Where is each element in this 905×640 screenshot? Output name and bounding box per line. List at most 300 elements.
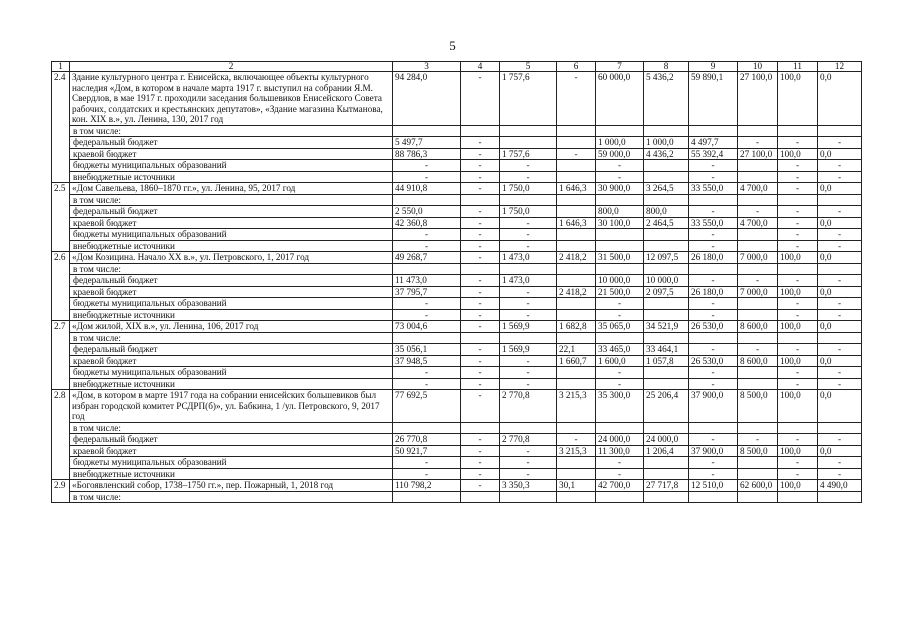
value-cell: -	[596, 468, 644, 480]
value-cell: 1 057,8	[644, 355, 689, 367]
header-cell: 4	[461, 62, 500, 72]
value-cell: -	[393, 468, 461, 480]
header-cell: 2	[70, 62, 393, 72]
value-cell: -	[461, 160, 500, 172]
value-cell	[596, 422, 644, 434]
value-cell: 0,0	[818, 72, 862, 126]
value-cell: -	[818, 457, 862, 469]
value-cell: -	[596, 309, 644, 321]
value-cell: -	[778, 434, 818, 446]
value-cell	[818, 263, 862, 275]
value-cell: -	[689, 434, 738, 446]
table-row	[52, 171, 862, 183]
value-cell: -	[393, 298, 461, 310]
value-cell	[689, 332, 738, 344]
value-cell: 26 770,8	[393, 434, 461, 446]
value-cell: 5 497,7	[393, 137, 461, 149]
value-cell	[557, 160, 596, 172]
value-cell: -	[689, 367, 738, 379]
value-cell: 2 464,5	[644, 217, 689, 229]
table-row	[52, 125, 862, 137]
funding-source-label: в том числе:	[70, 263, 393, 275]
value-cell	[818, 125, 862, 137]
value-cell	[557, 229, 596, 241]
object-name: «Дом, в котором в марте 1917 года на собрании енисейских большевиков был избран городской комитет РСДРП(б)», ул. Бабкина, 1 /ул. Петровского, 9, 2017 год	[70, 390, 393, 423]
value-cell: 110 798,2	[393, 480, 461, 492]
value-cell	[557, 263, 596, 275]
value-cell: -	[778, 309, 818, 321]
value-cell: 35 065,0	[596, 321, 644, 333]
value-cell: 33 550,0	[689, 217, 738, 229]
value-cell	[738, 332, 778, 344]
value-cell: 100,0	[778, 286, 818, 298]
value-cell: 4 700,0	[738, 217, 778, 229]
value-cell: 1 757,6	[500, 148, 557, 160]
value-cell: 100,0	[778, 148, 818, 160]
value-cell: -	[689, 229, 738, 241]
value-cell	[644, 468, 689, 480]
value-cell	[461, 491, 500, 503]
value-cell: -	[818, 434, 862, 446]
table-row	[52, 72, 862, 126]
value-cell	[738, 468, 778, 480]
value-cell: 2 418,2	[557, 286, 596, 298]
value-cell	[393, 194, 461, 206]
value-cell	[738, 263, 778, 275]
value-cell: 50 921,7	[393, 445, 461, 457]
value-cell	[738, 229, 778, 241]
value-cell	[644, 229, 689, 241]
value-cell: 1 646,3	[557, 217, 596, 229]
value-cell	[738, 367, 778, 379]
value-cell: 100,0	[778, 390, 818, 423]
header-cell: 9	[689, 62, 738, 72]
value-cell: -	[461, 148, 500, 160]
funding-source-label: внебюджетные источники	[70, 171, 393, 183]
value-cell: 33 465,0	[596, 344, 644, 356]
item-number: 2.6	[52, 252, 70, 321]
value-cell: 2 770,8	[500, 434, 557, 446]
value-cell	[557, 457, 596, 469]
value-cell: 0,0	[818, 445, 862, 457]
value-cell: -	[461, 137, 500, 149]
value-cell: -	[818, 275, 862, 287]
value-cell: 0,0	[818, 217, 862, 229]
value-cell: 62 600,0	[738, 480, 778, 492]
value-cell	[596, 194, 644, 206]
value-cell: 7 000,0	[738, 286, 778, 298]
table-row	[52, 298, 862, 310]
value-cell: 1 569,9	[500, 321, 557, 333]
value-cell: -	[596, 378, 644, 390]
value-cell: 44 910,8	[393, 183, 461, 195]
value-cell: 26 530,0	[689, 355, 738, 367]
table-row	[52, 355, 862, 367]
value-cell: 0,0	[818, 183, 862, 195]
value-cell	[596, 263, 644, 275]
value-cell: 2 550,0	[393, 206, 461, 218]
value-cell: 88 786,3	[393, 148, 461, 160]
value-cell: -	[393, 229, 461, 241]
value-cell	[500, 125, 557, 137]
funding-source-label: в том числе:	[70, 125, 393, 137]
value-cell	[738, 378, 778, 390]
value-cell: -	[818, 378, 862, 390]
value-cell	[778, 263, 818, 275]
value-cell: 73 004,6	[393, 321, 461, 333]
funding-source-label: бюджеты муниципальных образований	[70, 367, 393, 379]
value-cell: -	[689, 240, 738, 252]
funding-source-label: в том числе:	[70, 332, 393, 344]
value-cell	[818, 422, 862, 434]
value-cell: 2 770,8	[500, 390, 557, 423]
funding-source-label: в том числе:	[70, 194, 393, 206]
value-cell: -	[689, 468, 738, 480]
value-cell: 1 682,8	[557, 321, 596, 333]
table-row	[52, 252, 862, 264]
value-cell: -	[461, 171, 500, 183]
table-row	[52, 480, 862, 492]
table-row	[52, 183, 862, 195]
value-cell	[644, 194, 689, 206]
value-cell: 30 100,0	[596, 217, 644, 229]
object-name: Здание культурного центра г. Енисейска, включающее объекты культурного наследия «Дом, в котором в начале марта 1917 г. выступил на собрании Я.М. Свердлов, в мае 1917 г. проходили заседания большевиков Енисейского Совета рабочих, солдатских и крестьянских депутатов», «Здание магазина Кытманова, кон. XIX в.», ул. Ленина, 130, 2017 год	[70, 72, 393, 126]
value-cell: 8 500,0	[738, 390, 778, 423]
header-cell: 3	[393, 62, 461, 72]
table-row	[52, 390, 862, 423]
value-cell	[557, 422, 596, 434]
value-cell	[778, 125, 818, 137]
value-cell	[557, 309, 596, 321]
value-cell: -	[778, 160, 818, 172]
value-cell: -	[393, 378, 461, 390]
value-cell: 1 569,9	[500, 344, 557, 356]
value-cell: -	[778, 240, 818, 252]
value-cell: -	[500, 378, 557, 390]
table-row	[52, 309, 862, 321]
table-row	[52, 332, 862, 344]
value-cell: 10 000,0	[644, 275, 689, 287]
value-cell: -	[778, 468, 818, 480]
funding-source-label: федеральный бюджет	[70, 434, 393, 446]
value-cell: 0,0	[818, 286, 862, 298]
value-cell	[557, 468, 596, 480]
value-cell	[500, 194, 557, 206]
value-cell	[738, 309, 778, 321]
value-cell: -	[461, 480, 500, 492]
table-row	[52, 491, 862, 503]
value-cell	[689, 125, 738, 137]
item-number: 2.8	[52, 390, 70, 480]
value-cell: -	[461, 240, 500, 252]
header-cell: 11	[778, 62, 818, 72]
value-cell: 800,0	[596, 206, 644, 218]
value-cell: -	[778, 171, 818, 183]
header-cell: 12	[818, 62, 862, 72]
table-row	[52, 206, 862, 218]
funding-source-label: в том числе:	[70, 491, 393, 503]
table-row	[52, 457, 862, 469]
value-cell: 60 000,0	[596, 72, 644, 126]
value-cell: 31 500,0	[596, 252, 644, 264]
value-cell: -	[461, 355, 500, 367]
value-cell: -	[500, 457, 557, 469]
table-row	[52, 344, 862, 356]
value-cell: 59 890,1	[689, 72, 738, 126]
value-cell	[557, 125, 596, 137]
table-row	[52, 160, 862, 172]
value-cell: 37 900,0	[689, 390, 738, 423]
value-cell: -	[393, 171, 461, 183]
value-cell	[644, 125, 689, 137]
value-cell: -	[461, 275, 500, 287]
value-cell: 100,0	[778, 72, 818, 126]
value-cell: 5 436,2	[644, 72, 689, 126]
value-cell	[644, 171, 689, 183]
funding-source-label: краевой бюджет	[70, 217, 393, 229]
value-cell	[461, 125, 500, 137]
table-row	[52, 137, 862, 149]
value-cell: 11 473,0	[393, 275, 461, 287]
value-cell	[461, 194, 500, 206]
value-cell: 37 795,7	[393, 286, 461, 298]
value-cell: -	[689, 344, 738, 356]
value-cell	[596, 491, 644, 503]
value-cell: -	[461, 344, 500, 356]
value-cell: -	[500, 229, 557, 241]
value-cell: 0,0	[818, 355, 862, 367]
value-cell: -	[818, 344, 862, 356]
table-row	[52, 422, 862, 434]
value-cell: -	[500, 309, 557, 321]
value-cell	[461, 332, 500, 344]
value-cell	[557, 194, 596, 206]
value-cell: -	[738, 137, 778, 149]
object-name: «Дом Савельева, 1860–1870 гг.», ул. Ленина, 95, 2017 год	[70, 183, 393, 195]
table-row	[52, 286, 862, 298]
value-cell: -	[689, 171, 738, 183]
funding-source-label: бюджеты муниципальных образований	[70, 229, 393, 241]
value-cell: -	[778, 298, 818, 310]
value-cell: -	[393, 309, 461, 321]
table-row	[52, 321, 862, 333]
table-row	[52, 434, 862, 446]
value-cell: 8 500,0	[738, 445, 778, 457]
value-cell: 94 284,0	[393, 72, 461, 126]
value-cell: -	[818, 171, 862, 183]
value-cell	[738, 457, 778, 469]
value-cell: 12 097,5	[644, 252, 689, 264]
funding-source-label: внебюджетные источники	[70, 378, 393, 390]
value-cell: 11 300,0	[596, 445, 644, 457]
value-cell: -	[500, 355, 557, 367]
item-number: 2.7	[52, 321, 70, 390]
value-cell: -	[778, 183, 818, 195]
value-cell	[500, 332, 557, 344]
value-cell: 12 510,0	[689, 480, 738, 492]
value-cell: 35 056,1	[393, 344, 461, 356]
funding-source-label: федеральный бюджет	[70, 137, 393, 149]
value-cell: -	[500, 298, 557, 310]
value-cell: -	[689, 457, 738, 469]
value-cell: -	[596, 160, 644, 172]
value-cell: -	[557, 72, 596, 126]
value-cell: 800,0	[644, 206, 689, 218]
value-cell: -	[738, 275, 778, 287]
value-cell	[596, 332, 644, 344]
value-cell: 1 600,0	[596, 355, 644, 367]
value-cell	[557, 491, 596, 503]
table-row	[52, 229, 862, 241]
value-cell: 8 600,0	[738, 321, 778, 333]
value-cell: 77 692,5	[393, 390, 461, 423]
value-cell	[738, 240, 778, 252]
value-cell: 3 350,3	[500, 480, 557, 492]
value-cell: -	[461, 390, 500, 423]
value-cell: -	[818, 229, 862, 241]
value-cell: 7 000,0	[738, 252, 778, 264]
value-cell	[644, 263, 689, 275]
value-cell	[689, 194, 738, 206]
table-row	[52, 445, 862, 457]
value-cell: 27 717,8	[644, 480, 689, 492]
value-cell	[644, 160, 689, 172]
value-cell: 2 097,5	[644, 286, 689, 298]
value-cell	[393, 125, 461, 137]
value-cell	[644, 457, 689, 469]
value-cell	[689, 263, 738, 275]
value-cell: 100,0	[778, 355, 818, 367]
item-number: 2.5	[52, 183, 70, 252]
value-cell: 1 750,0	[500, 183, 557, 195]
value-cell	[778, 491, 818, 503]
value-cell	[738, 160, 778, 172]
value-cell: 1 473,0	[500, 252, 557, 264]
value-cell: 21 500,0	[596, 286, 644, 298]
value-cell: 59 000,0	[596, 148, 644, 160]
value-cell	[393, 422, 461, 434]
financing-table	[51, 61, 862, 503]
value-cell: 0,0	[818, 148, 862, 160]
funding-source-label: федеральный бюджет	[70, 344, 393, 356]
value-cell: -	[461, 434, 500, 446]
value-cell	[500, 422, 557, 434]
funding-source-label: внебюджетные источники	[70, 240, 393, 252]
value-cell	[557, 171, 596, 183]
value-cell	[557, 332, 596, 344]
value-cell: -	[461, 468, 500, 480]
value-cell: 1 750,0	[500, 206, 557, 218]
header-cell: 6	[557, 62, 596, 72]
value-cell: 26 530,0	[689, 321, 738, 333]
value-cell: -	[461, 321, 500, 333]
value-cell: -	[461, 252, 500, 264]
table-row	[52, 240, 862, 252]
value-cell: -	[689, 298, 738, 310]
value-cell: 0,0	[818, 321, 862, 333]
value-cell: 26 180,0	[689, 286, 738, 298]
funding-source-label: бюджеты муниципальных образований	[70, 457, 393, 469]
table-row	[52, 263, 862, 275]
value-cell	[644, 422, 689, 434]
funding-source-label: краевой бюджет	[70, 355, 393, 367]
value-cell: 10 000,0	[596, 275, 644, 287]
value-cell: 1 646,3	[557, 183, 596, 195]
value-cell: -	[461, 445, 500, 457]
value-cell: -	[500, 171, 557, 183]
value-cell: -	[818, 367, 862, 379]
value-cell: 1 206,4	[644, 445, 689, 457]
value-cell: 42 360,8	[393, 217, 461, 229]
funding-source-label: внебюджетные источники	[70, 309, 393, 321]
value-cell	[644, 367, 689, 379]
value-cell: -	[461, 309, 500, 321]
value-cell: -	[818, 160, 862, 172]
value-cell	[644, 491, 689, 503]
value-cell	[738, 422, 778, 434]
value-cell: 4 436,2	[644, 148, 689, 160]
value-cell: -	[738, 344, 778, 356]
value-cell	[738, 171, 778, 183]
header-cell: 8	[644, 62, 689, 72]
value-cell: -	[393, 457, 461, 469]
header-row	[52, 62, 862, 72]
value-cell	[557, 206, 596, 218]
value-cell	[778, 332, 818, 344]
value-cell: 55 392,4	[689, 148, 738, 160]
table-row	[52, 275, 862, 287]
value-cell: -	[557, 434, 596, 446]
value-cell	[393, 491, 461, 503]
value-cell	[818, 332, 862, 344]
value-cell: -	[738, 434, 778, 446]
value-cell: -	[500, 468, 557, 480]
value-cell	[689, 422, 738, 434]
value-cell: -	[500, 160, 557, 172]
value-cell: -	[461, 217, 500, 229]
value-cell	[818, 194, 862, 206]
value-cell	[689, 491, 738, 503]
value-cell: -	[461, 298, 500, 310]
value-cell: -	[461, 457, 500, 469]
value-cell: 24 000,0	[644, 434, 689, 446]
value-cell	[393, 332, 461, 344]
header-cell: 10	[738, 62, 778, 72]
header-cell: 5	[500, 62, 557, 72]
value-cell: -	[778, 457, 818, 469]
value-cell: -	[818, 309, 862, 321]
value-cell: 27 100,0	[738, 148, 778, 160]
value-cell: -	[778, 206, 818, 218]
value-cell: -	[778, 344, 818, 356]
value-cell: 24 000,0	[596, 434, 644, 446]
value-cell: 8 600,0	[738, 355, 778, 367]
value-cell: 34 521,9	[644, 321, 689, 333]
value-cell	[738, 298, 778, 310]
value-cell: -	[596, 298, 644, 310]
object-name: «Дом Козицина. Начало XX в.», ул. Петровского, 1, 2017 год	[70, 252, 393, 264]
value-cell: 4 490,0	[818, 480, 862, 492]
value-cell	[461, 263, 500, 275]
value-cell	[596, 125, 644, 137]
table-row	[52, 367, 862, 379]
funding-source-label: внебюджетные источники	[70, 468, 393, 480]
value-cell: 100,0	[778, 445, 818, 457]
value-cell: -	[689, 160, 738, 172]
value-cell	[738, 491, 778, 503]
value-cell: -	[461, 378, 500, 390]
value-cell: -	[738, 206, 778, 218]
